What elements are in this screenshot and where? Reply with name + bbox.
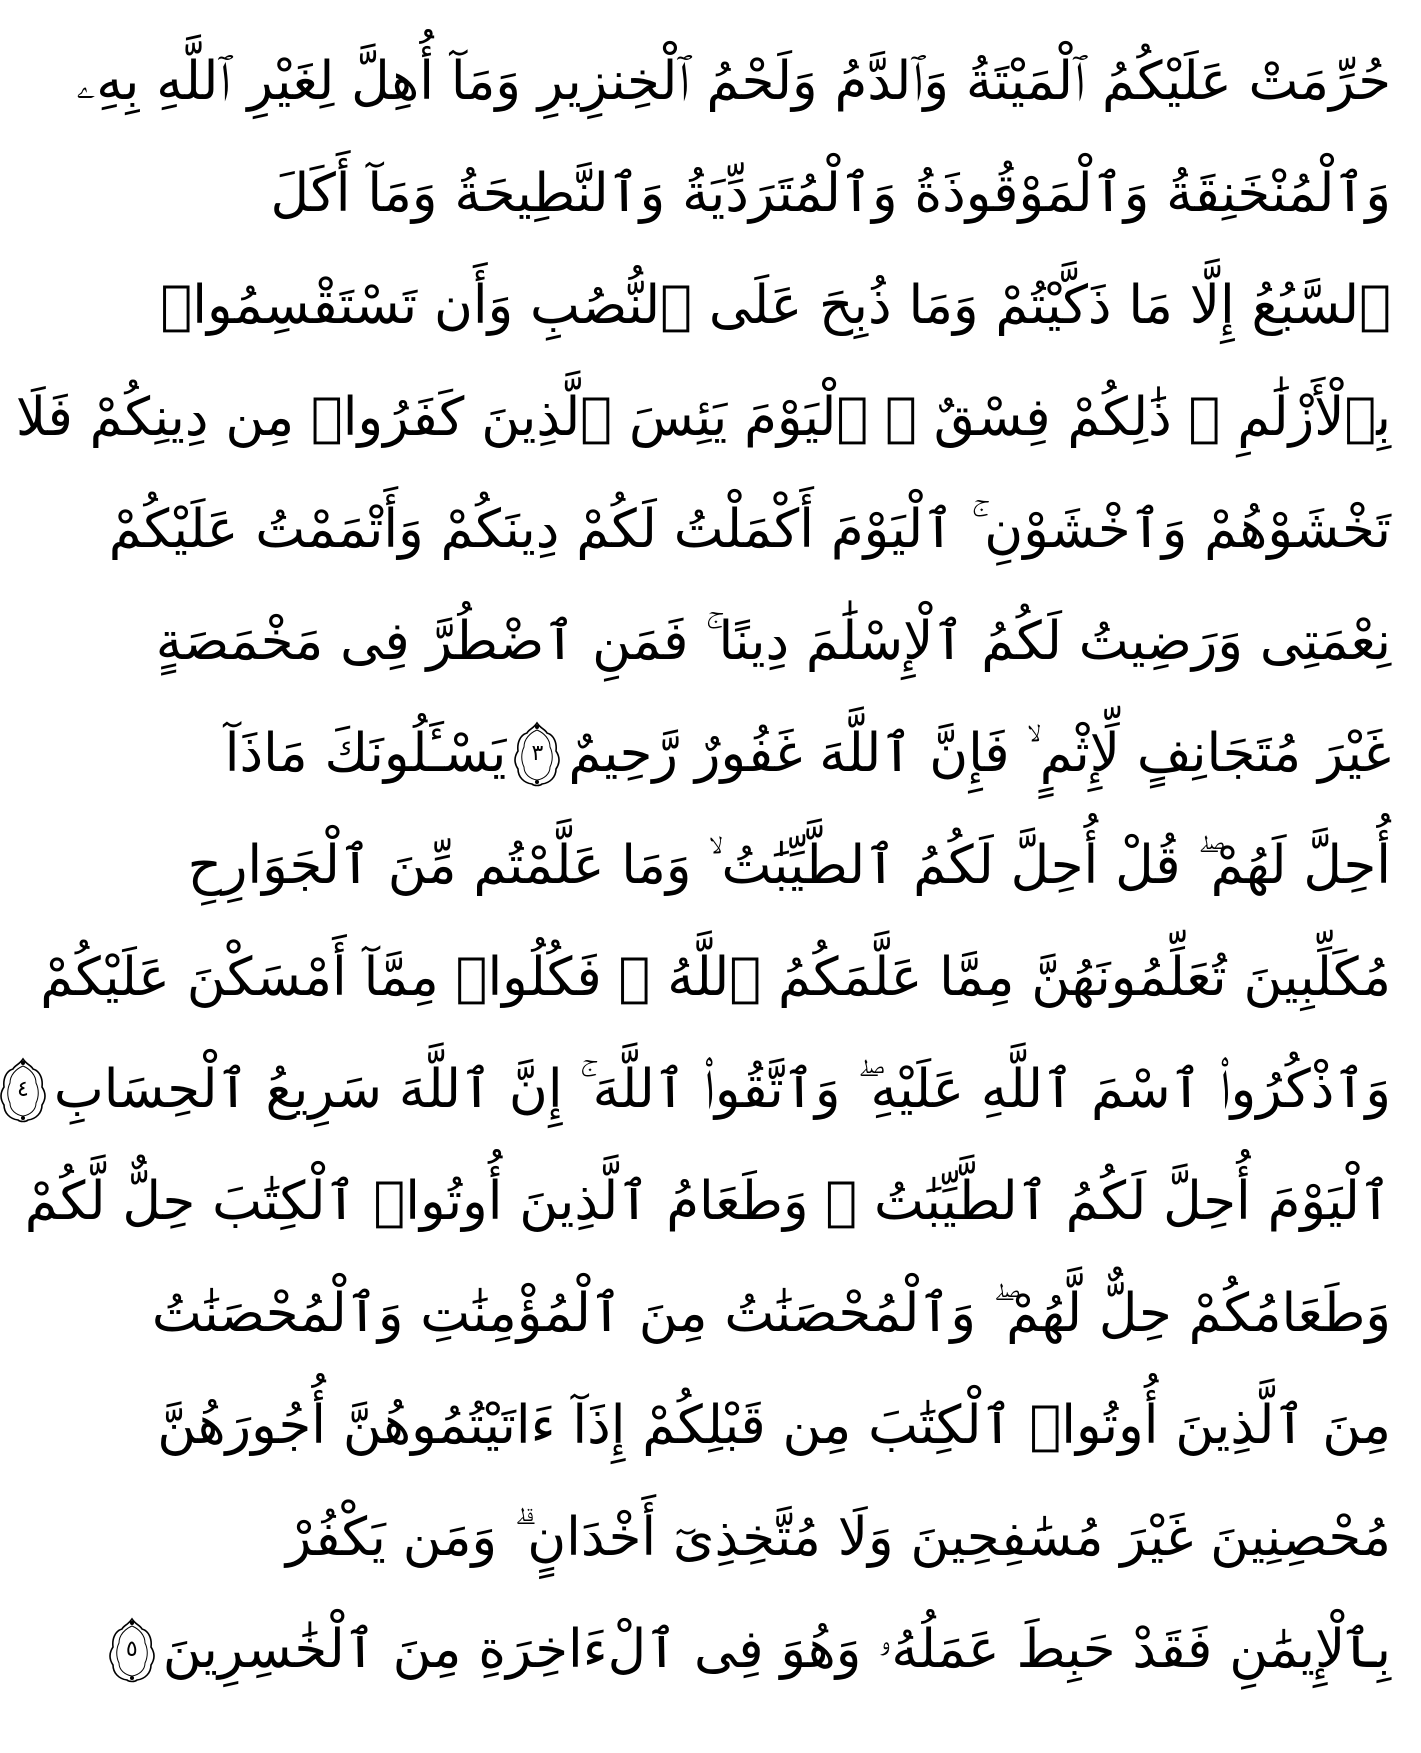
text-line	[224, 698, 1391, 810]
verse-text: ٱلْيَوْمَ أُحِلَّ لَكُمُ ٱلطَّيِّبَٰتُ ۖ وَطَعَامُ ٱلَّذِينَ أُوتُوا۟ ٱلْكِتَٰبَ حِلٌّ لَّكُمْ	[24, 1171, 1391, 1232]
verse-text: وَطَعَامُكُمْ حِلٌّ لَّهُمْ ۖ وَٱلْمُحْصَنَٰتُ مِنَ ٱلْمُؤْمِنَٰتِ وَٱلْمُحْصَنَٰتُ	[151, 1283, 1391, 1344]
text-line	[24, 1146, 1391, 1258]
verse-text: وَٱلْمُنْخَنِقَةُ وَٱلْمَوْقُوذَةُ وَٱلْمُتَرَدِّيَةُ وَٱلنَّطِيحَةُ وَمَآ أَكَلَ	[270, 163, 1391, 224]
ayah-end-marker	[514, 721, 560, 787]
text-line	[187, 810, 1391, 922]
text-line	[151, 1258, 1391, 1370]
ayah-end-marker	[109, 1617, 155, 1683]
ayah-end-marker	[0, 1057, 46, 1123]
verse-text: مُحْصِنِينَ غَيْرَ مُسَٰفِحِينَ وَلَا مُتَّخِذِىٓ أَخْدَانٍ ۗ وَمَن يَكْفُرْ	[285, 1507, 1391, 1568]
ayah-number: ٤	[16, 1077, 29, 1102]
text-line	[16, 1034, 1391, 1146]
verse-text: نِعْمَتِى وَرَضِيتُ لَكُمُ ٱلْإِسْلَٰمَ دِينًا ۚ فَمَنِ ٱضْطُرَّ فِى مَخْمَصَةٍ	[155, 611, 1391, 672]
text-line	[285, 1482, 1391, 1594]
ayah-number: ٥	[125, 1637, 138, 1662]
text-line	[76, 26, 1391, 138]
verse-text: مُكَلِّبِينَ تُعَلِّمُونَهُنَّ مِمَّا عَلَّمَكُمُ ٱللَّهُ ۖ فَكُلُوا۟ مِمَّآ أَمْسَكْنَ عَلَيْكُمْ	[40, 947, 1391, 1008]
verse-text: تَخْشَوْهُمْ وَٱخْشَوْنِ ۚ ٱلْيَوْمَ أَكْمَلْتُ لَكُمْ دِينَكُمْ وَأَتْمَمْتُ عَلَيْكُمْ	[108, 499, 1391, 560]
verse-text: غَيْرَ مُتَجَانِفٍ لِّإِثْمٍ ۙ فَإِنَّ ٱللَّهَ غَفُورٌ رَّحِيمٌ	[568, 723, 1391, 784]
verse-text: مِنَ ٱلَّذِينَ أُوتُوا۟ ٱلْكِتَٰبَ مِن قَبْلِكُمْ إِذَآ ءَاتَيْتُمُوهُنَّ أُجُورَهُنَّ	[157, 1395, 1391, 1456]
verse-text: بِٱلْإِيمَٰنِ فَقَدْ حَبِطَ عَمَلُهُۥ وَهُوَ فِى ٱلْءَاخِرَةِ مِنَ ٱلْخَٰسِرِينَ	[162, 1619, 1391, 1680]
verse-text: حُرِّمَتْ عَلَيْكُمُ ٱلْمَيْتَةُ وَٱلدَّمُ وَلَحْمُ ٱلْخِنزِيرِ وَمَآ أُهِلَّ لِغَيْرِ ٱللَّهِ بِهِۦ	[76, 51, 1391, 112]
verse-text: وَٱذْكُرُوا۟ ٱسْمَ ٱللَّهِ عَلَيْهِ ۖ وَٱتَّقُوا۟ ٱللَّهَ ۚ إِنَّ ٱللَّهَ سَرِيعُ ٱلْحِسَابِ	[53, 1059, 1391, 1120]
text-line	[270, 138, 1391, 250]
text-line	[40, 922, 1391, 1034]
verse-text: يَسْـَٔلُونَكَ مَاذَآ	[224, 723, 507, 784]
text-line	[155, 586, 1391, 698]
verse-text: ٱلسَّبُعُ إِلَّا مَا ذَكَّيْتُمْ وَمَا ذُبِحَ عَلَى ٱلنُّصُبِ وَأَن تَسْتَقْسِمُوا۟	[160, 275, 1391, 336]
text-line	[125, 1594, 1391, 1706]
verse-text: أُحِلَّ لَهُمْ ۖ قُلْ أُحِلَّ لَكُمُ ٱلطَّيِّبَٰتُ ۙ وَمَا عَلَّمْتُم مِّنَ ٱلْجَوَارِحِ	[187, 835, 1391, 896]
mushaf-page	[15, 0, 1421, 1753]
verse-text: بِٱلْأَزْلَٰمِ ۚ ذَٰلِكُمْ فِسْقٌ ۗ ٱلْيَوْمَ يَئِسَ ٱلَّذِينَ كَفَرُوا۟ مِن دِينِكُمْ فَلَا	[15, 387, 1391, 448]
ayah-number: ٣	[531, 741, 544, 766]
text-line	[160, 250, 1391, 362]
text-line	[108, 474, 1391, 586]
text-line	[157, 1370, 1391, 1482]
text-line	[15, 362, 1391, 474]
